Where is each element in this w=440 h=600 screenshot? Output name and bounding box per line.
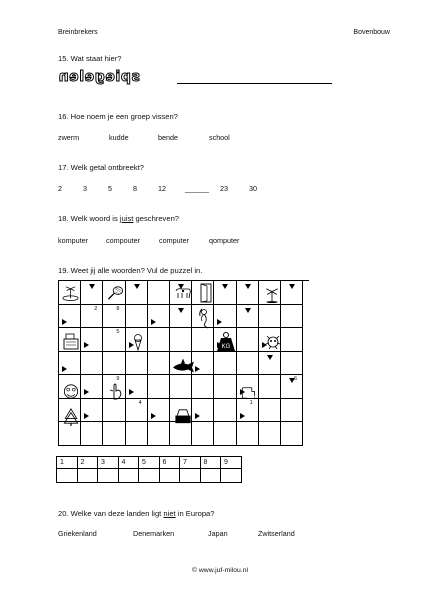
arrow-right-icon	[151, 413, 156, 419]
arrow-down-icon	[89, 284, 95, 289]
answer-box[interactable]	[221, 469, 242, 482]
answer-label: 3	[98, 457, 119, 469]
arrow-down-icon	[222, 284, 228, 289]
option-denemarken[interactable]: Denemarken	[133, 529, 175, 538]
answer-label: 9	[221, 457, 242, 469]
option-school[interactable]: school	[209, 133, 230, 142]
grid-cell[interactable]	[214, 422, 236, 446]
option-japan[interactable]: Japan	[208, 529, 228, 538]
number-item: 3	[83, 184, 87, 193]
grid-cell[interactable]	[237, 422, 259, 446]
answer-label: 6	[160, 457, 181, 469]
answer-label: 1	[57, 457, 78, 469]
number-item: 5	[108, 184, 112, 193]
question-19-title: 19. Weet jij alle woorden? Vul de puzzel in.	[58, 266, 203, 275]
arrow-right-icon	[195, 413, 200, 419]
svg-text:KG: KG	[221, 344, 231, 350]
arrow-right-icon	[84, 389, 89, 395]
arrow-right-icon	[129, 389, 134, 395]
arrow-right-icon	[62, 319, 67, 325]
arrow-down-icon	[289, 284, 295, 289]
arrow-down-icon	[134, 284, 140, 289]
option-kudde[interactable]: kudde	[109, 133, 129, 142]
grid-cell[interactable]	[103, 422, 125, 446]
cash-register-icon	[61, 331, 81, 351]
option-computer[interactable]: computer	[159, 236, 189, 245]
clue-number: 8	[116, 305, 120, 312]
arrow-right-icon	[84, 342, 89, 348]
question-18-title: 18. Welk woord is juist geschreven?	[58, 214, 180, 223]
option-griekenland[interactable]: Griekenland	[58, 529, 97, 538]
grid-cell[interactable]	[192, 422, 214, 446]
answer-box[interactable]	[98, 469, 119, 482]
answer-box[interactable]	[160, 469, 181, 482]
number-item: 8	[133, 184, 137, 193]
option-compouter[interactable]: compouter	[106, 236, 140, 245]
arrow-right-icon	[195, 366, 200, 372]
option-bende[interactable]: bende	[158, 133, 178, 142]
grid-cell[interactable]	[148, 422, 170, 446]
arrow-down-icon	[245, 284, 251, 289]
clue-number: 5	[116, 329, 120, 335]
option-zwerm[interactable]: zwerm	[58, 133, 80, 142]
grid-cell[interactable]	[126, 352, 148, 376]
clue-number: 6	[294, 376, 298, 382]
door-icon	[196, 283, 216, 303]
clue-number: 9	[116, 376, 120, 382]
header-right: Bovenbouw	[353, 29, 390, 36]
crossword-grid	[58, 280, 309, 446]
answer-box[interactable]	[201, 469, 222, 482]
answer-box[interactable]	[78, 469, 99, 482]
hand-icon	[106, 381, 126, 401]
grid-cell[interactable]	[281, 352, 303, 376]
grid-cell[interactable]	[81, 352, 103, 376]
option-qomputer[interactable]: qomputer	[209, 236, 240, 245]
number-item: 2	[58, 184, 62, 193]
mirrored-word: spiegelen	[58, 69, 140, 85]
answer-label: 2	[78, 457, 99, 469]
missing-number-blank[interactable]: ______	[185, 184, 209, 193]
arrow-right-icon	[129, 342, 134, 348]
arrow-right-icon	[240, 389, 245, 395]
answer-label: 5	[139, 457, 160, 469]
question-15-title: 15. Wat staat hier?	[58, 54, 122, 63]
grid-cell[interactable]	[281, 422, 303, 446]
answer-box[interactable]	[57, 469, 78, 482]
answer-label: 4	[119, 457, 140, 469]
answer-box[interactable]	[139, 469, 160, 482]
grid-cell[interactable]	[214, 352, 236, 376]
question-17-title: 17. Welk getal ontbreekt?	[58, 163, 144, 172]
grid-cell[interactable]	[148, 352, 170, 376]
grid-cell[interactable]	[81, 422, 103, 446]
question-16-title: 16. Hoe noem je een groep vissen?	[58, 112, 178, 121]
answer-box[interactable]	[180, 469, 201, 482]
tree-icon	[61, 407, 81, 426]
arrow-right-icon	[262, 342, 267, 348]
answer-label: 8	[201, 457, 222, 469]
clue-number: 4	[138, 399, 142, 406]
grid-cell[interactable]	[237, 352, 259, 376]
arrow-right-icon	[240, 413, 245, 419]
tennis-racket-icon	[106, 283, 126, 302]
answer-box[interactable]	[119, 469, 140, 482]
arrow-right-icon	[62, 366, 67, 372]
answer-label: 7	[180, 457, 201, 469]
grid-cell[interactable]	[103, 399, 125, 423]
option-komputer[interactable]: komputer	[58, 236, 88, 245]
clue-number: 1	[249, 399, 253, 406]
grid-cell[interactable]	[259, 422, 281, 446]
number-item: 30	[249, 184, 257, 193]
clue-number: 2	[94, 305, 98, 312]
arrow-down-icon	[178, 284, 184, 289]
number-item: 12	[158, 184, 166, 193]
palm-tree-icon	[263, 284, 281, 303]
arrow-right-icon	[217, 342, 222, 348]
footer-credit: © www.juf-milou.nl	[192, 567, 248, 574]
arrow-right-icon	[151, 319, 156, 325]
typewriter-icon	[172, 407, 194, 426]
grid-cell[interactable]	[148, 281, 170, 305]
question-20-title: 20. Welke van deze landen ligt niet in Europa?	[58, 509, 215, 518]
header-left: Breinbrekers	[58, 29, 98, 36]
face-icon	[61, 382, 81, 401]
grid-cell[interactable]	[103, 352, 125, 376]
island-icon	[61, 283, 80, 302]
answer-key-boxes	[56, 468, 242, 483]
arrow-right-icon	[84, 413, 89, 419]
arrow-down-icon	[267, 355, 273, 360]
grid-cell[interactable]	[126, 422, 148, 446]
option-zwitserland[interactable]: Zwitserland	[258, 529, 295, 538]
answer-line-15[interactable]	[177, 83, 332, 84]
number-item: 23	[220, 184, 228, 193]
shark-icon	[172, 356, 196, 377]
arrow-right-icon	[217, 319, 222, 325]
